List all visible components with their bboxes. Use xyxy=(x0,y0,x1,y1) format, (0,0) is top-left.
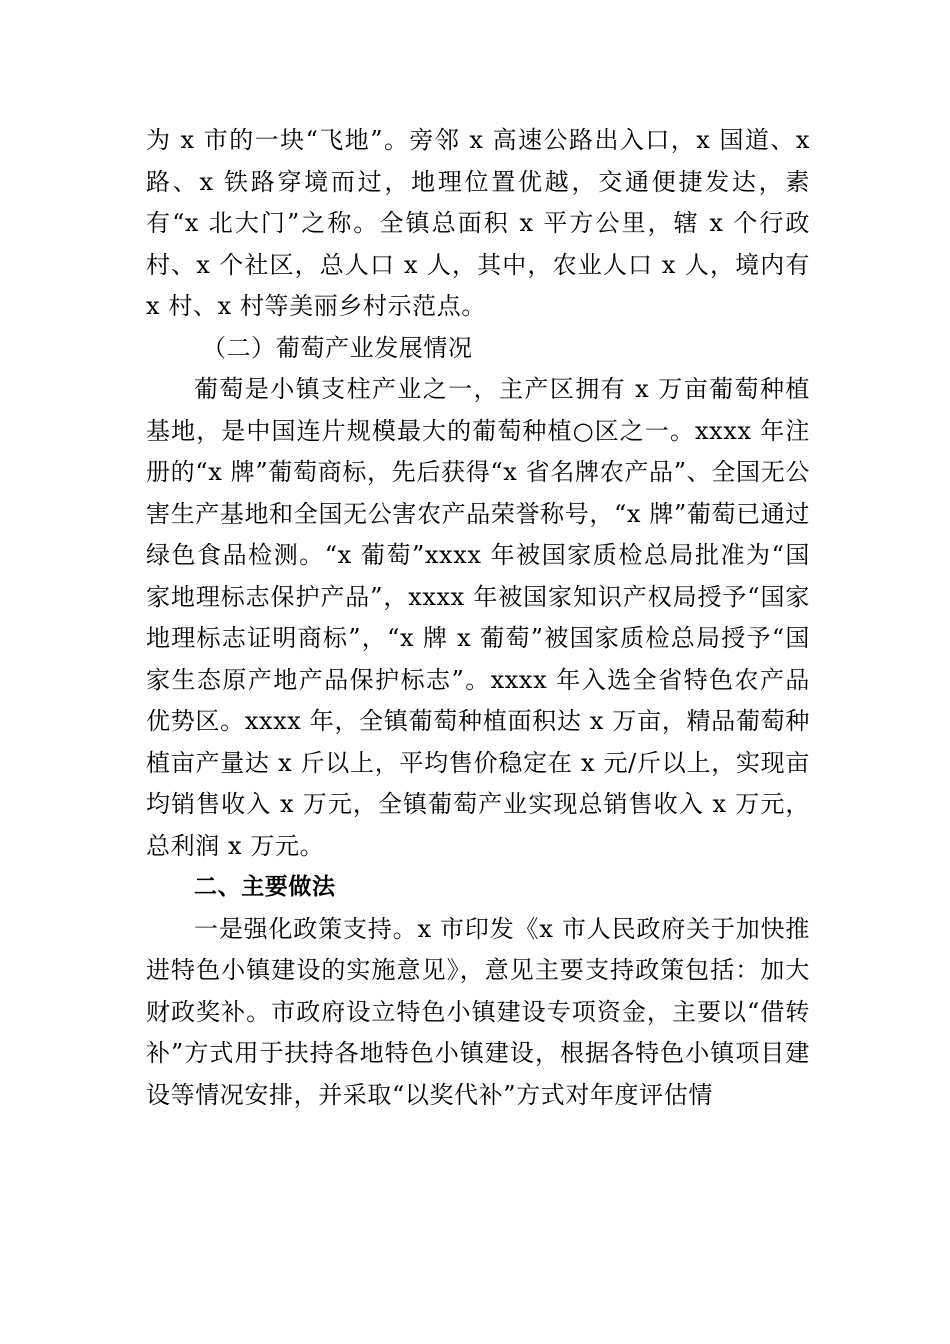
section-heading-main-practices: 二、主要做法 xyxy=(194,874,336,900)
paragraph-policy-support: 一是强化政策支持。x 市印发《x 市人民政府关于加快推进特色小镇建设的实施意见》，意见主要支持政策包括：加大财政奖补。市政府设立特色小镇建设专项资金，主要以“借转补”方式用于扶持各地特色小镇建设，根据各特色小镇项目建设等情况安排，并采取“以奖代补”方式对年度评估情 xyxy=(146,914,810,1109)
paragraph-location-continued: 为 x 市的一块“飞地”。旁邻 x 高速公路出入口，x 国道、x 路、x 铁路穿境而过，地理位置优越，交通便捷发达，素有“x 北大门”之称。全镇总面积 x 平方公里，辖 x 个行政村、x 个社区，总人口 x 人，其中，农业人口 x 人，境内有 x 村、x 村等美丽乡村示范点。 xyxy=(146,126,810,320)
document-body xyxy=(146,120,810,1116)
section-subheading-grape-industry: （二）葡萄产业发展情况 xyxy=(202,333,473,362)
paragraph-grape-industry: 葡萄是小镇支柱产业之一，主产区拥有 x 万亩葡萄种植基地，是中国连片规模最大的葡萄种植○区之一。xxxx 年注册的“x 牌”葡萄商标，先后获得“x 省名牌农产品”、全国无公害生产基地和全国无公害农产品荣誉称号，“x 牌”葡萄已通过绿色食品检测。“x 葡萄”xxxx 年被国家质检总局批准为“国家地理标志保护产品”，xxxx 年被国家知识产权局授予“国家地理标志证明商标”，“x 牌 x 葡萄”被国家质检总局授予“国家生态原产地产品保护标志”。xxxx 年入选全省特色农产品优势区。xxxx 年，全镇葡萄种植面积达 x 万亩，精品葡萄种植亩产量达 x 斤以上，平均售价稳定在 x 元/斤以上，实现亩均销售收入 x 万元，全镇葡萄产业实现总销售收入 x 万元，总利润 x 万元。 xyxy=(146,375,810,860)
